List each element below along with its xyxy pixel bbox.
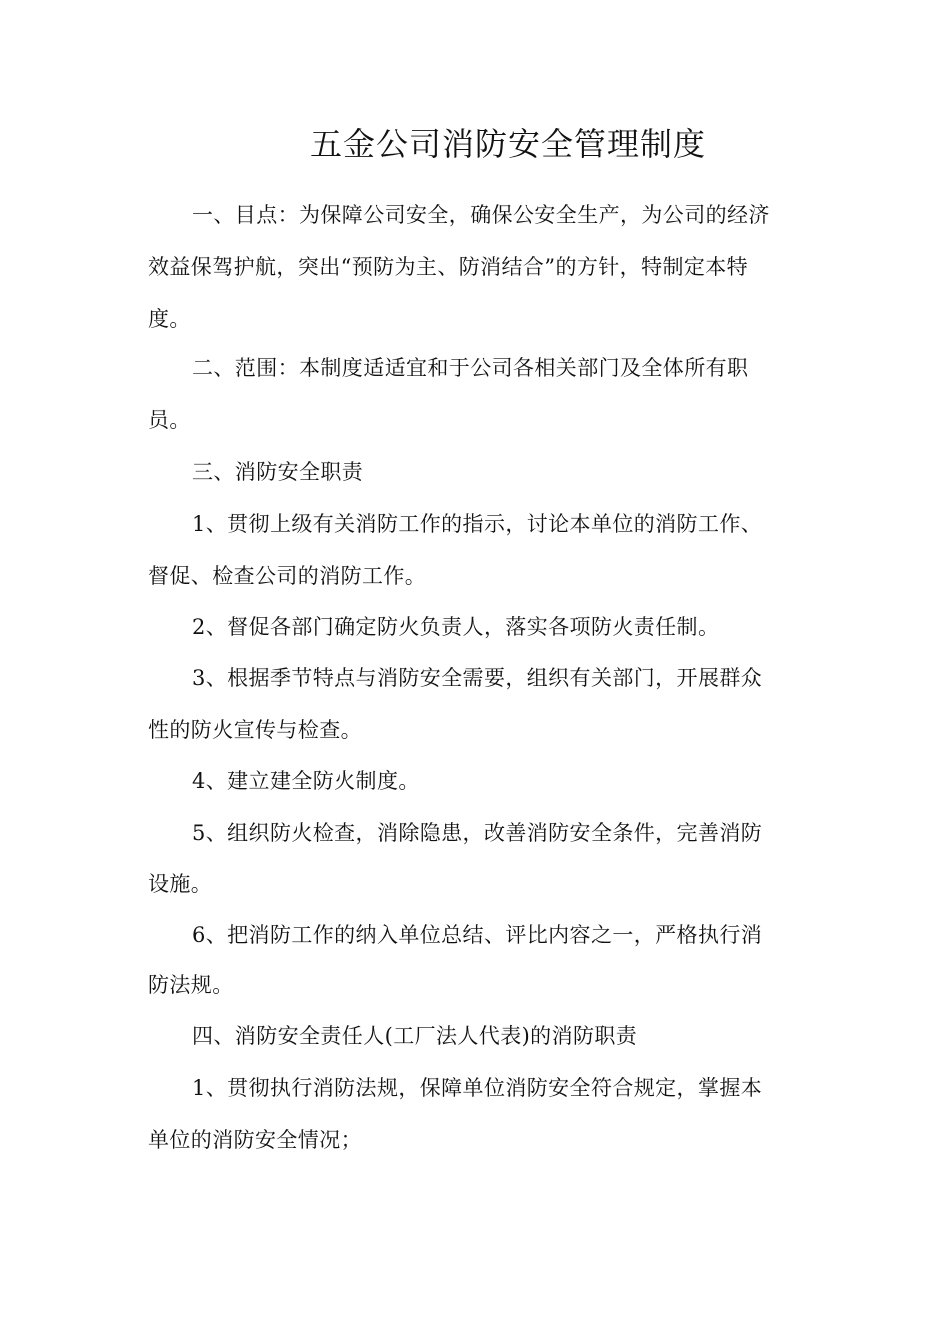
paragraph-line: 4、建立建全防火制度。 [192,769,420,793]
paragraph-line: 6、把消防工作的纳入单位总结、评比内容之一，严格执行消 [192,923,763,947]
paragraph-line: 2、督促各部门确定防火负责人，落实各项防火责任制。 [192,615,720,639]
paragraph-line: 性的防火宣传与检查。 [148,718,362,742]
paragraph-line: 防法规。 [148,973,234,997]
paragraph-line: 5、组织防火检查，消除隐患，改善消防安全条件，完善消防 [192,821,763,845]
paragraph-line: 1、贯彻执行消防法规，保障单位消防安全符合规定，掌握本 [192,1076,763,1100]
paragraph-line: 效益保驾护航，突出“预防为主、防消结合”的方针，特制定本特 [148,255,749,279]
paragraph-line: 员。 [148,408,191,432]
paragraph-line: 度。 [148,307,191,331]
section-heading: 四、消防安全责任人(工厂法人代表)的消防职责 [192,1024,638,1048]
paragraph-line: 督促、检查公司的消防工作。 [148,564,427,588]
paragraph-line: 3、根据季节特点与消防安全需要，组织有关部门，开展群众 [192,666,763,690]
paragraph-line: 1、贯彻上级有关消防工作的指示，讨论本单位的消防工作、 [192,512,763,536]
paragraph-line: 二、范围：本制度适适宜和于公司各相关部门及全体所有职 [192,356,749,380]
paragraph-line: 一、目点：为保障公司安全，确保公安全生产，为公司的经济 [192,203,770,227]
document-title: 五金公司消防安全管理制度 [309,125,706,163]
section-heading: 三、消防安全职责 [192,460,364,484]
paragraph-line: 设施。 [148,872,213,896]
paragraph-line: 单位的消防安全情况； [148,1128,362,1152]
